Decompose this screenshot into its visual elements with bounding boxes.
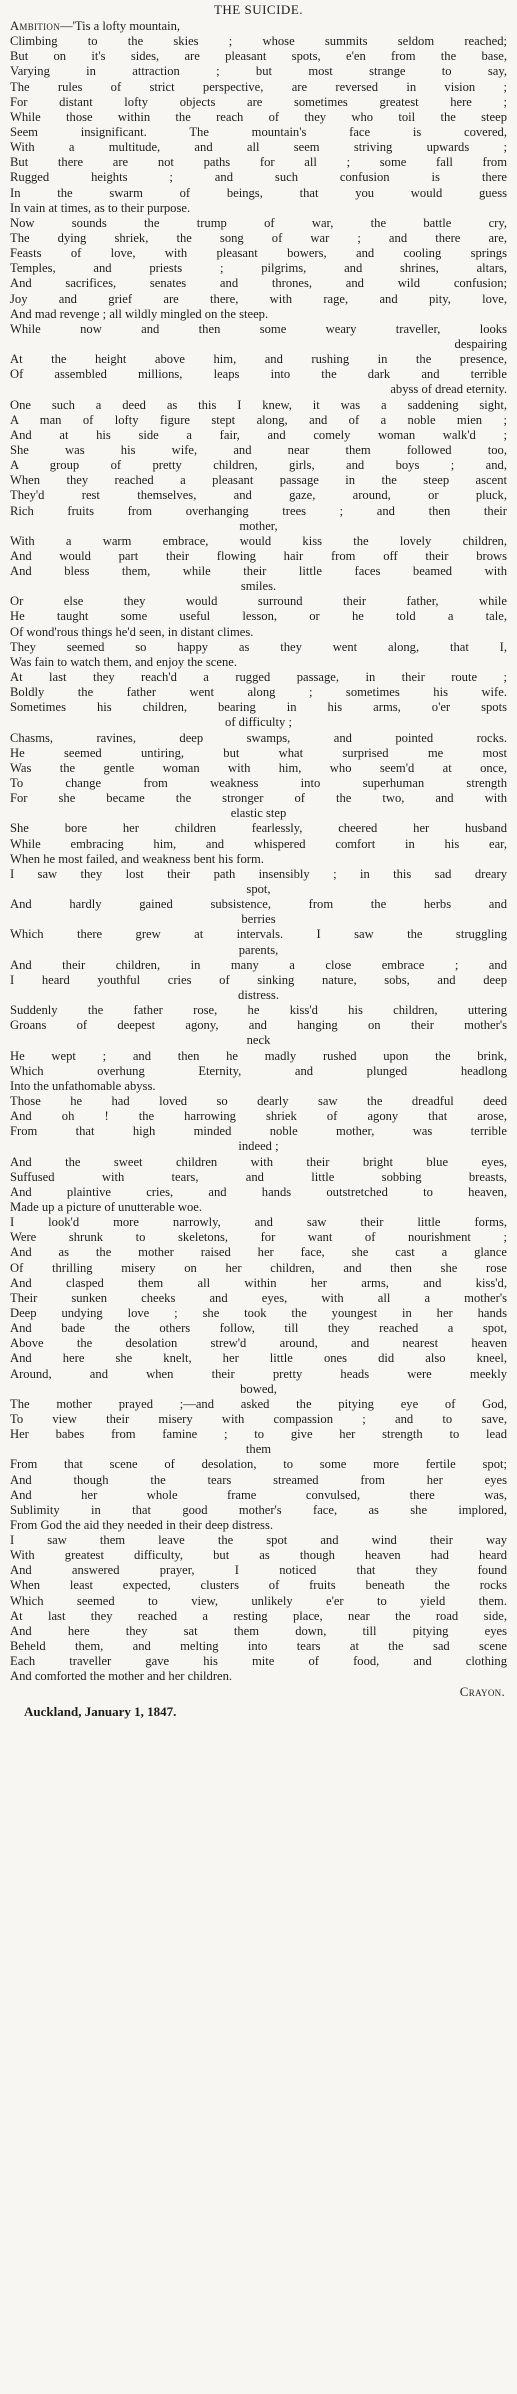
- poem-line-text: parents,: [238, 942, 279, 957]
- poem-line-text: And their children, in many a close embrace ; and: [10, 957, 507, 972]
- poem-line: [10, 337, 507, 352]
- poem-line-text: Temples, and priests ; pilgrims, and shrines, altars,: [10, 261, 507, 276]
- poem-line-text: Which seemed to view, unlikely e'er to yield them.: [10, 1593, 507, 1608]
- poem-line: [10, 867, 507, 882]
- poem-line-text: And here she knelt, her little ones did also kneel,: [10, 1351, 507, 1366]
- poem-line-text: Climbing to the skies ; whose summits seldom reached;: [10, 34, 507, 49]
- poem-line-text: Feasts of love, with pleasant bowers, and cooling springs: [10, 246, 507, 261]
- poem-line-text: And mad revenge ; all wildly mingled on the steep.: [10, 306, 269, 321]
- poem-line-text: From God the aid they needed in their deep distress.: [10, 1517, 274, 1532]
- poem-line-text: Which there grew at intervals. I saw the struggling: [10, 927, 507, 942]
- poem-line: [10, 579, 507, 594]
- poem-line-text: And hardly gained subsistence, from the herbs and: [10, 897, 507, 912]
- poem-line: [10, 19, 507, 34]
- poem-line: [10, 685, 507, 700]
- poem-line: [10, 837, 507, 852]
- poem-line-text: Beheld them, and melting into tears at the sad scene: [10, 1639, 507, 1654]
- poem-line: [10, 912, 507, 927]
- poem-line: [10, 1094, 507, 1109]
- poem-line-text: But there are not paths for all ; some fall from: [10, 155, 507, 170]
- poem-line: [10, 1457, 507, 1472]
- poem-line: [10, 1548, 507, 1563]
- poem-line: [10, 155, 507, 170]
- poem-body: [10, 19, 507, 1684]
- poem-line: [10, 1518, 507, 1533]
- poem-line: [10, 201, 507, 216]
- poem-line: [10, 791, 507, 806]
- poem-line: [10, 943, 507, 958]
- poem-line-text: In the swarm of beings, that you would guess: [10, 185, 507, 200]
- poem-line-text: Seem insignificant. The mountain's face is covered,: [10, 124, 507, 139]
- poem-line-text: For distant lofty objects are sometimes greatest here ;: [10, 94, 507, 109]
- poem-line-text: A group of pretty children, girls, and boys ; and,: [10, 458, 507, 473]
- poem-line-text: Boldly the father went along ; sometimes his wife.: [10, 685, 507, 700]
- poem-line: [10, 1185, 507, 1200]
- poem-line-text: A man of lofty figure stept along, and of a noble mien ;: [10, 412, 507, 427]
- poem-line: [10, 1230, 507, 1245]
- poem-line-text: —'Tis a lofty mountain,: [60, 19, 181, 33]
- poem-line-text: Now sounds the trump of war, the battle cry,: [10, 215, 507, 230]
- poem-line-text: He seemed untiring, but what surprised me most: [10, 745, 507, 760]
- poem-line: [10, 110, 507, 125]
- poem-line: [10, 1291, 507, 1306]
- poem-line: [10, 1306, 507, 1321]
- poem-line-text: Varying in attraction ; but most strange to say,: [10, 64, 507, 79]
- poem-line: [10, 504, 507, 519]
- poem-line: [10, 700, 507, 715]
- poem-line-text: When least expected, clusters of fruits beneath the rocks: [10, 1578, 507, 1593]
- poem-line-text: And though the tears streamed from her eyes: [10, 1472, 507, 1487]
- signature: Crayon.: [459, 1684, 505, 1700]
- poem-line-text: And bless them, while their little faces beamed with: [10, 564, 507, 579]
- poem-line: [10, 276, 507, 291]
- poem-line: [10, 80, 507, 95]
- poem-line-text: With a warm embrace, would kiss the lovely children,: [10, 533, 507, 548]
- poem-line-text: Of assembled millions, leaps into the dark and terrible: [10, 367, 507, 382]
- poem-line-text: Sometimes his children, bearing in his arms, o'er spots: [10, 700, 507, 715]
- poem-line-text: Or else they would surround their father, while: [10, 594, 507, 609]
- poem-line-text: Those he had loved so dearly saw the dreadful deed: [10, 1093, 507, 1108]
- poem-line-text: In vain at times, as to their purpose.: [10, 200, 191, 215]
- poem-line-text: Their sunken cheeks and eyes, with all a mother's: [10, 1290, 507, 1305]
- poem-line: [10, 1609, 507, 1624]
- poem-line-text: For she became the stronger of the two, and with: [10, 791, 507, 806]
- poem-line: [10, 352, 507, 367]
- poem-line-text: Were shrunk to skeletons, for want of nourishment ;: [10, 1230, 507, 1245]
- poem-line-text: At the height above him, and rushing in the presence,: [10, 352, 507, 367]
- poem-line-text: And as the mother raised her face, she cast a glance: [10, 1245, 507, 1260]
- poem-line-text: And here they sat them down, till pitying eyes: [10, 1623, 507, 1638]
- poem-line: [10, 549, 507, 564]
- poem-line: [10, 1367, 507, 1382]
- poem-line-text: She was his wife, and near them followed too,: [10, 442, 507, 457]
- poem-line-text: To view their misery with compassion ; and to save,: [10, 1411, 507, 1426]
- poem-line: [10, 625, 507, 640]
- poem-line-text: distress.: [238, 988, 279, 1002]
- poem-line: [10, 852, 507, 867]
- poem-line-text: abyss of dread eternity.: [390, 382, 507, 397]
- poem-line: [10, 1200, 507, 1215]
- poem-line: [10, 1079, 507, 1094]
- poem-line-text: With a multitude, and all seem striving upwards ;: [10, 140, 507, 155]
- poem-line-text: mother,: [239, 518, 278, 533]
- poem-line-text: Was fain to watch them, and enjoy the scene.: [10, 654, 237, 669]
- poem-line: [10, 1669, 507, 1684]
- poem-line: [10, 473, 507, 488]
- poem-line-text: With greatest difficulty, but as though heaven had heard: [10, 1548, 507, 1563]
- poem-line: [10, 382, 507, 397]
- poem-line-text: Deep undying love ; she took the youngest in her hands: [10, 1305, 507, 1320]
- poem-line-text: At last they reach'd a rugged passage, in their route ;: [10, 670, 507, 685]
- poem-line-text: Rugged heights ; and such confusion is there: [10, 170, 507, 185]
- poem-line-text: Which overhung Eternity, and plunged headlong: [10, 1063, 507, 1078]
- poem-line: [10, 64, 507, 79]
- poem-line: [10, 1639, 507, 1654]
- poem-line: [10, 413, 507, 428]
- poem-line-text: From that scene of desolation, to some more fertile spot;: [10, 1457, 507, 1472]
- poem-line-text: Suddenly the father rose, he kiss'd his children, uttering: [10, 1003, 507, 1018]
- poem-line: [10, 973, 507, 988]
- poem-line: [10, 1427, 507, 1442]
- poem-line: [10, 1473, 507, 1488]
- poem-line: [10, 428, 507, 443]
- poem-title: THE SUICIDE.: [213, 2, 304, 17]
- poem-line: [10, 1033, 507, 1048]
- poem-line-text: I saw them leave the spot and wind their way: [10, 1533, 507, 1548]
- poem-line: [10, 95, 507, 110]
- poem-line-text: Made up a picture of unutterable woe.: [10, 1199, 202, 1214]
- poem-line: [10, 1488, 507, 1503]
- poem-line-text: And the sweet children with their bright blue eyes,: [10, 1154, 507, 1169]
- poem-line: [10, 927, 507, 942]
- poem-line: [10, 1654, 507, 1669]
- poem-line: [10, 1124, 507, 1139]
- poem-line-text: And at his side a fair, and comely woman walk'd ;: [10, 427, 507, 442]
- poem-line: [10, 170, 507, 185]
- poem-line: [10, 988, 507, 1003]
- poem-line: [10, 261, 507, 276]
- poem-line: [10, 882, 507, 897]
- poem-line-text: Of wond'rous things he'd seen, in distant climes.: [10, 624, 254, 639]
- poem-line: [10, 1003, 507, 1018]
- poem-line-text: Groans of deepest agony, and hanging on their mother's: [10, 1018, 507, 1033]
- poem-line: [10, 670, 507, 685]
- poem-line: [10, 655, 507, 670]
- poem-line: [10, 1336, 507, 1351]
- poem-line-text: smiles.: [240, 579, 277, 594]
- poem-line-text: He taught some useful lesson, or he told a tale,: [10, 609, 507, 624]
- poem-line-text: But on it's sides, are pleasant spots, e'en from the base,: [10, 49, 507, 64]
- poem-line: [10, 1261, 507, 1276]
- poem-line: [10, 640, 507, 655]
- poem-line: [10, 897, 507, 912]
- place-date-line: Auckland, January 1, 1847.: [24, 1703, 177, 1719]
- poem-line: [10, 34, 507, 49]
- poem-line-text: While now and then some weary traveller, looks: [10, 321, 507, 336]
- poem-line: [10, 761, 507, 776]
- poem-line-text: And clasped them all within her arms, and kiss'd,: [10, 1275, 507, 1290]
- poem-line-text: bowed,: [240, 1381, 277, 1396]
- poem-line-text: despairing: [454, 336, 507, 351]
- poem-line: [10, 458, 507, 473]
- poem-line-text: Around, and when their pretty heads were meekly: [10, 1366, 507, 1381]
- poem-line-text: And oh ! the harrowing shriek of agony that arose,: [10, 1109, 507, 1124]
- poem-line: [10, 1397, 507, 1412]
- poem-line-text: spot,: [246, 882, 271, 897]
- poem-line-text: And her whole frame convulsed, there was,: [10, 1487, 507, 1502]
- poem-line-text: Into the unfathomable abyss.: [10, 1078, 156, 1093]
- poem-line-text: Rich fruits from overhanging trees ; and then their: [10, 503, 507, 518]
- poem-line: [10, 534, 507, 549]
- poem-line-text: Was the gentle woman with him, who seem'd at once,: [10, 760, 507, 775]
- poem-line: [10, 519, 507, 534]
- poem-line-text: elastic step: [230, 806, 287, 821]
- poem-line-text: Sublimity in that good mother's face, as she implored,: [10, 1502, 507, 1517]
- poem-line: [10, 1503, 507, 1518]
- poem-line: [10, 609, 507, 624]
- poem-line: [10, 322, 507, 337]
- poem-line: [10, 1245, 507, 1260]
- poem-line-text: She bore her children fearlessly, cheered her husband: [10, 821, 507, 836]
- poem-line: [10, 1351, 507, 1366]
- poem-line: [10, 1170, 507, 1185]
- poem-line-text: Each traveller gave his mite of food, and clothing: [10, 1654, 507, 1669]
- poem-line-text: I saw they lost their path insensibly ; in this sad dreary: [10, 866, 507, 881]
- poem-line-text: And would part their flowing hair from off their brows: [10, 548, 507, 563]
- poem-line: [10, 292, 507, 307]
- poem-line: [10, 715, 507, 730]
- poem-line-text: them: [245, 1442, 272, 1457]
- poem-line-text: Of thrilling misery on her children, and then she rose: [10, 1260, 507, 1275]
- poem-line-text: And plaintive cries, and hands outstretched to heaven,: [10, 1184, 507, 1199]
- poem-line: [10, 1049, 507, 1064]
- poem-line-text: To change from weakness into superhuman strength: [10, 776, 507, 791]
- poem-line-text: When he most failed, and weakness bent his form.: [10, 851, 264, 866]
- poem-line: [10, 1412, 507, 1427]
- opening-word: Ambition: [10, 19, 60, 33]
- poem-line-text: While those within the reach of they who toil the steep: [10, 109, 507, 124]
- poem-line: [10, 1321, 507, 1336]
- poem-line-text: Joy and grief are there, with rage, and pity, love,: [10, 291, 507, 306]
- poem-line-text: He wept ; and then he madly rushed upon the brink,: [10, 1048, 507, 1063]
- poem-line-text: Her babes from famine ; to give her strength to lead: [10, 1427, 507, 1442]
- poem-line-text: indeed ;: [238, 1139, 279, 1154]
- poem-line: [10, 776, 507, 791]
- poem-line: [10, 1155, 507, 1170]
- poem-line: [10, 1382, 507, 1397]
- poem-line: [10, 1064, 507, 1079]
- poem-line: [10, 821, 507, 836]
- poem-line-text: The mother prayed ;—and asked the pitying eye of God,: [10, 1396, 507, 1411]
- poem-line-text: of difficulty ;: [225, 715, 292, 730]
- poem-line: [10, 1624, 507, 1639]
- poem-line-text: The rules of strict perspective, are reversed in vision ;: [10, 79, 507, 94]
- poem-line: [10, 958, 507, 973]
- poem-line: [10, 367, 507, 382]
- poem-line: [10, 443, 507, 458]
- poem-line: [10, 49, 507, 64]
- poem-line-text: They'd rest themselves, and gaze, around, or pluck,: [10, 488, 507, 503]
- poem-line-text: They seemed so happy as they went along, that I,: [10, 639, 507, 654]
- poem-line-text: berries: [241, 912, 276, 927]
- poem-line: [10, 594, 507, 609]
- poem-line-text: neck: [246, 1033, 271, 1048]
- poem-line: [10, 1109, 507, 1124]
- poem-line-text: I look'd more narrowly, and saw their little forms,: [10, 1215, 507, 1230]
- poem-line: [10, 125, 507, 140]
- poem-line: [10, 186, 507, 201]
- poem-line-text: And comforted the mother and her children.: [10, 1669, 233, 1684]
- poem-line-text: And bade the others follow, till they reached a spot,: [10, 1321, 507, 1336]
- poem-line: [10, 1563, 507, 1578]
- poem-line: [10, 1533, 507, 1548]
- poem-line-text: Suffused with tears, and little sobbing breasts,: [10, 1169, 507, 1184]
- poem-line: [10, 1578, 507, 1593]
- poem-line: [10, 1018, 507, 1033]
- poem-line-text: And answered prayer, I noticed that they found: [10, 1563, 507, 1578]
- poem-line: [10, 1594, 507, 1609]
- poem-line-text: One such a deed as this I knew, it was a saddening sight,: [10, 397, 507, 412]
- poem-line: [10, 231, 507, 246]
- poem-line-text: From that high minded noble mother, was terrible: [10, 1124, 507, 1139]
- poem-line: [10, 1442, 507, 1457]
- poem-line: [10, 746, 507, 761]
- poem-line-text: I heard youthful cries of sinking nature, sobs, and deep: [10, 972, 507, 987]
- poem-line: [10, 246, 507, 261]
- poem-line: [10, 806, 507, 821]
- poem-line: [10, 140, 507, 155]
- poem-line-text: Above the desolation strew'd around, and nearest heaven: [10, 1336, 507, 1351]
- poem-line: [10, 1215, 507, 1230]
- poem-line: [10, 398, 507, 413]
- poem-line-text: And sacrifices, senates and thrones, and wild confusion;: [10, 276, 507, 291]
- poem-line: [10, 731, 507, 746]
- poem-line: [10, 1276, 507, 1291]
- poem-line: [10, 216, 507, 231]
- poem-line: [10, 307, 507, 322]
- poem-line: [10, 488, 507, 503]
- poem-line-text: When they reached a pleasant passage in the steep ascent: [10, 473, 507, 488]
- poem-line-text: While embracing him, and whispered comfort in his ear,: [10, 836, 507, 851]
- poem-line: [10, 1139, 507, 1154]
- poem-line-text: The dying shriek, the song of war ; and there are,: [10, 230, 507, 245]
- poem-line: [10, 564, 507, 579]
- poem-line-text: At last they reached a resting place, near the road side,: [10, 1608, 507, 1623]
- poem-line-text: Chasms, ravines, deep swamps, and pointed rocks.: [10, 730, 507, 745]
